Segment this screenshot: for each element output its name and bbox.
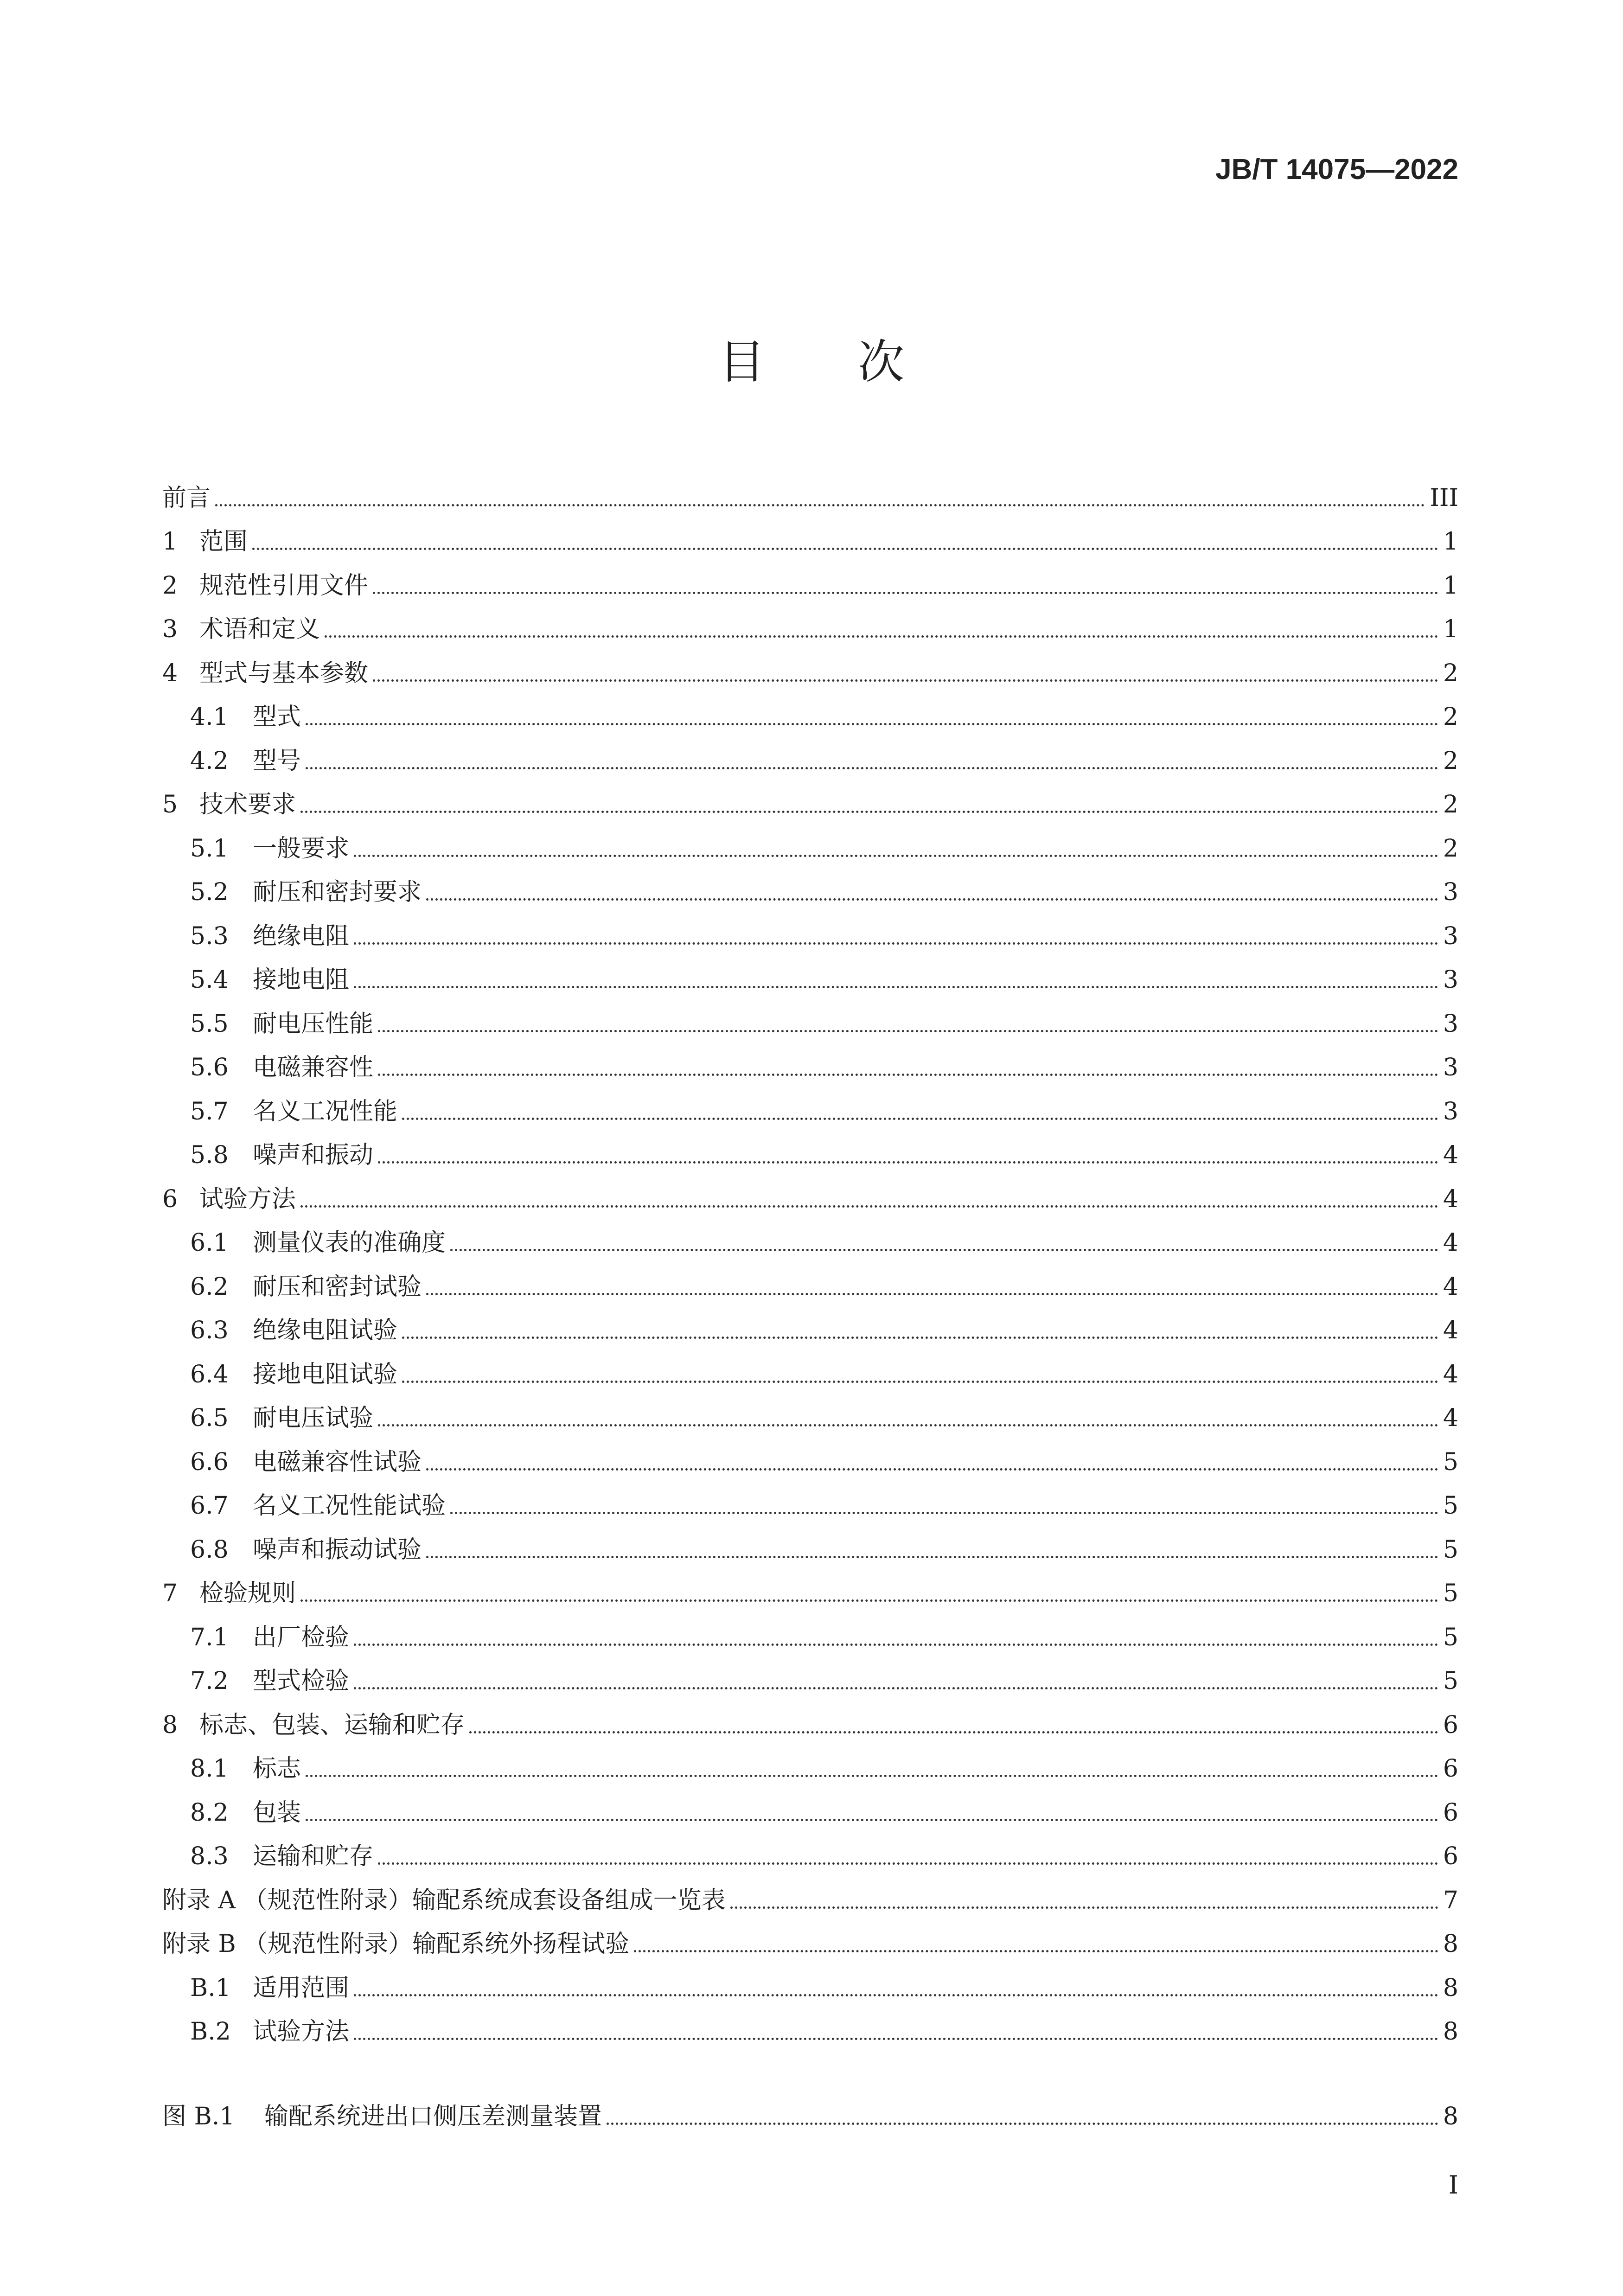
- toc-entry-page: 5: [1443, 1448, 1458, 1476]
- dot-leader: [354, 1644, 1438, 1646]
- dot-leader: [426, 1556, 1438, 1558]
- toc-entry-number: 6.1: [190, 1229, 229, 1257]
- toc-entry-page: 8: [1443, 1974, 1458, 2002]
- toc-entry[interactable]: [162, 773, 1458, 817]
- toc-entry[interactable]: [162, 641, 1458, 685]
- toc-entry-label: 标志、包装、运输和贮存: [199, 1711, 465, 1739]
- dot-leader: [634, 1950, 1438, 1952]
- dot-leader: [402, 1381, 1438, 1383]
- toc-entry[interactable]: [162, 1255, 1458, 1299]
- toc-entry-page: 6: [1443, 1755, 1458, 1783]
- toc-entry[interactable]: [162, 1080, 1458, 1124]
- toc-entry-page: 5: [1443, 1580, 1458, 1607]
- dot-leader: [378, 1074, 1438, 1076]
- toc-entry-label: 电磁兼容性: [253, 1054, 374, 1081]
- toc-entry[interactable]: [162, 1518, 1458, 1562]
- toc-entry[interactable]: [162, 1124, 1458, 1168]
- toc-entry-page: 4: [1443, 1185, 1458, 1213]
- dot-leader: [402, 1337, 1438, 1339]
- dot-leader: [325, 635, 1438, 638]
- toc-entry-number: 5.1: [190, 834, 229, 863]
- toc-entry-page: 7: [1443, 1886, 1458, 1914]
- toc-entry-label: 包装: [253, 1798, 301, 1827]
- toc-entry-number: 8.1: [190, 1755, 229, 1783]
- toc-entry-number: 1: [162, 528, 178, 556]
- toc-entry[interactable]: [162, 1605, 1458, 1650]
- dot-leader: [607, 2123, 1438, 2125]
- toc-entry-page: 8: [1443, 2102, 1458, 2130]
- toc-entry[interactable]: [162, 1737, 1458, 1781]
- toc-entry[interactable]: [162, 2085, 1458, 2129]
- toc-entry-page: 5: [1443, 1667, 1458, 1695]
- toc-entry-label: 耐压和密封试验: [253, 1273, 422, 1301]
- dot-leader: [450, 1512, 1438, 1514]
- toc-entry-number: 5.2: [190, 878, 229, 906]
- toc-entry-page: 2: [1443, 703, 1458, 731]
- toc-entry-label: 耐电压性能: [253, 1010, 374, 1038]
- toc-entry-page: 6: [1443, 1798, 1458, 1827]
- toc-entry-label: 型号: [253, 747, 301, 775]
- toc-entry[interactable]: [162, 510, 1458, 554]
- toc-entry-label: 输配系统进出口侧压差测量装置: [264, 2102, 602, 2130]
- toc-entry[interactable]: [162, 729, 1458, 773]
- dot-leader: [252, 548, 1438, 550]
- toc-entry-page: 3: [1443, 1010, 1458, 1038]
- toc-entry[interactable]: [162, 1474, 1458, 1518]
- toc-entry[interactable]: [162, 554, 1458, 598]
- dot-leader: [426, 1468, 1438, 1471]
- toc-entry-number: B.1: [190, 1974, 231, 2002]
- toc-entry-page: 2: [1443, 791, 1458, 819]
- toc-entry-label: 名义工况性能: [253, 1097, 398, 1126]
- toc-entry-number: 5.3: [190, 922, 229, 950]
- toc-entry-label: 试验方法: [199, 1185, 296, 1213]
- page-number: I: [1448, 2170, 1458, 2200]
- toc-entry-page: 3: [1443, 878, 1458, 906]
- toc-entry-label: 运输和贮存: [253, 1842, 374, 1870]
- dot-leader: [402, 1118, 1438, 1120]
- toc-entry-label: 试验方法: [253, 2018, 350, 2046]
- toc-entry-page: 4: [1443, 1404, 1458, 1432]
- toc-entry-label: 规范性引用文件: [199, 571, 369, 600]
- toc-entry-number: 6.2: [190, 1273, 229, 1301]
- dot-leader: [373, 679, 1438, 682]
- toc-entry-number: 3: [162, 615, 178, 643]
- toc-entry-label: 范围: [199, 528, 248, 556]
- toc-entry-number: 6.3: [190, 1317, 229, 1344]
- toc-entry-label: 出厂检验: [253, 1623, 350, 1651]
- toc-entry-label: 测量仪表的准确度: [253, 1229, 446, 1257]
- toc-entry-page: 3: [1443, 1097, 1458, 1126]
- toc-entry[interactable]: [162, 2000, 1458, 2044]
- toc-entry-label: 接地电阻: [253, 966, 350, 994]
- toc-entry-label: 噪声和振动试验: [253, 1535, 422, 1564]
- toc-entry[interactable]: [162, 598, 1458, 642]
- dot-leader: [215, 504, 1425, 506]
- toc-entry[interactable]: [162, 1167, 1458, 1211]
- toc-entry-number: 7.1: [190, 1623, 229, 1651]
- toc-entry-label: 前言: [162, 484, 211, 512]
- toc-entry[interactable]: [162, 948, 1458, 992]
- toc-entry[interactable]: [162, 1343, 1458, 1387]
- toc-entry-number: B.2: [190, 2018, 231, 2046]
- toc-entry[interactable]: [162, 466, 1458, 510]
- toc-entry-page: 2: [1443, 659, 1458, 687]
- toc-entry-page: 4: [1443, 1317, 1458, 1344]
- toc-entry[interactable]: [162, 1650, 1458, 1694]
- toc-entry-page: 8: [1443, 1930, 1458, 1958]
- toc-entry-page: 3: [1443, 922, 1458, 950]
- list-of-figures: [162, 2085, 1458, 2129]
- toc-entry-label: 适用范围: [253, 1974, 350, 2002]
- toc-entry-number: 5: [162, 791, 178, 819]
- toc-entry[interactable]: [162, 1211, 1458, 1255]
- toc-entry-number: 4.1: [190, 703, 229, 731]
- toc-entry-page: 4: [1443, 1141, 1458, 1169]
- toc-entry-page: 1: [1443, 528, 1458, 556]
- dot-leader: [354, 942, 1438, 945]
- toc-entry-page: 3: [1443, 1054, 1458, 1081]
- toc-entry-label: 检验规则: [199, 1580, 296, 1607]
- toc-entry-label: 耐电压试验: [253, 1404, 374, 1432]
- toc-entry-label: 噪声和振动: [253, 1141, 374, 1169]
- toc-entry-label: 附录 A （规范性附录）输配系统成套设备组成一览表: [162, 1886, 726, 1914]
- toc-entry[interactable]: [162, 685, 1458, 729]
- toc-entry-page: 2: [1443, 747, 1458, 775]
- toc-entry-label: 耐压和密封要求: [253, 878, 422, 906]
- toc-entry-page: III: [1430, 484, 1458, 512]
- toc-entry-number: 6.7: [190, 1492, 229, 1520]
- toc-entry-number: 5.6: [190, 1054, 229, 1081]
- toc-entry[interactable]: [162, 1430, 1458, 1474]
- dot-leader: [426, 898, 1438, 901]
- dot-leader: [373, 592, 1438, 594]
- toc-entry[interactable]: [162, 817, 1458, 861]
- toc-entry-number: 8.2: [190, 1798, 229, 1827]
- toc-entry[interactable]: [162, 1562, 1458, 1606]
- toc-entry[interactable]: [162, 1387, 1458, 1431]
- dot-leader: [306, 767, 1438, 769]
- dot-leader: [306, 1819, 1438, 1821]
- dot-leader: [378, 1862, 1438, 1865]
- dot-leader: [426, 1293, 1438, 1295]
- toc-entry[interactable]: [162, 1036, 1458, 1080]
- toc-entry-number: 2: [162, 571, 178, 600]
- toc-entry[interactable]: [162, 1868, 1458, 1912]
- dot-leader: [354, 1994, 1438, 1996]
- toc-entry-number: 4.2: [190, 747, 229, 775]
- dot-leader: [354, 2038, 1438, 2040]
- toc-entry-number: 6.5: [190, 1404, 229, 1432]
- dot-leader: [354, 855, 1438, 857]
- toc-entry-number: 图 B.1: [162, 2102, 235, 2130]
- toc-entry-number: 7.2: [190, 1667, 229, 1695]
- toc-entry-label: 标志: [253, 1755, 301, 1783]
- dot-leader: [450, 1249, 1438, 1251]
- toc-entry-page: 6: [1443, 1711, 1458, 1739]
- dot-leader: [354, 1687, 1438, 1689]
- toc-entry-number: 6.8: [190, 1535, 229, 1564]
- toc-entry-number: 5.7: [190, 1097, 229, 1126]
- toc-entry[interactable]: [162, 992, 1458, 1036]
- toc-entry-page: 3: [1443, 966, 1458, 994]
- toc-entry[interactable]: [162, 1693, 1458, 1737]
- toc-entry-label: 名义工况性能试验: [253, 1492, 446, 1520]
- toc-entry-page: 5: [1443, 1535, 1458, 1564]
- dot-leader: [306, 723, 1438, 725]
- toc-entry-number: 5.8: [190, 1141, 229, 1169]
- table-of-contents: [162, 466, 1458, 2044]
- toc-entry[interactable]: [162, 1299, 1458, 1343]
- toc-entry-label: 技术要求: [199, 791, 296, 819]
- standard-code: JB/T 14075—2022: [1215, 153, 1458, 185]
- toc-entry-number: 8: [162, 1711, 178, 1739]
- toc-entry-label: 接地电阻试验: [253, 1360, 398, 1388]
- dot-leader: [306, 1775, 1438, 1777]
- toc-entry-page: 5: [1443, 1492, 1458, 1520]
- toc-entry-label: 术语和定义: [199, 615, 320, 643]
- dot-leader: [300, 811, 1438, 813]
- toc-entry-label: 电磁兼容性试验: [253, 1448, 422, 1476]
- toc-entry[interactable]: [162, 1825, 1458, 1869]
- toc-entry-number: 5.5: [190, 1010, 229, 1038]
- toc-entry[interactable]: [162, 904, 1458, 948]
- toc-entry-number: 5.4: [190, 966, 229, 994]
- toc-entry-page: 6: [1443, 1842, 1458, 1870]
- toc-entry-number: 6.4: [190, 1360, 229, 1388]
- toc-entry[interactable]: [162, 861, 1458, 905]
- dot-leader: [354, 986, 1438, 988]
- toc-entry-label: 型式检验: [253, 1667, 350, 1695]
- dot-leader: [378, 1030, 1438, 1032]
- toc-entry-page: 2: [1443, 834, 1458, 863]
- toc-entry-page: 4: [1443, 1229, 1458, 1257]
- dot-leader: [730, 1906, 1438, 1909]
- toc-entry-label: 型式: [253, 703, 301, 731]
- dot-leader: [378, 1424, 1438, 1426]
- toc-entry-page: 1: [1443, 571, 1458, 600]
- toc-entry-label: 绝缘电阻: [253, 922, 350, 950]
- page-title: 目次: [719, 335, 997, 389]
- toc-entry-page: 5: [1443, 1623, 1458, 1651]
- toc-entry-page: 4: [1443, 1360, 1458, 1388]
- toc-entry-page: 1: [1443, 615, 1458, 643]
- toc-entry-page: 4: [1443, 1273, 1458, 1301]
- dot-leader: [300, 1205, 1438, 1208]
- toc-entry-number: 6.6: [190, 1448, 229, 1476]
- toc-entry-label: 一般要求: [253, 834, 350, 863]
- toc-entry[interactable]: [162, 1956, 1458, 2000]
- toc-entry-label: 型式与基本参数: [199, 659, 369, 687]
- dot-leader: [378, 1161, 1438, 1164]
- toc-entry[interactable]: [162, 1912, 1458, 1957]
- toc-entry[interactable]: [162, 1781, 1458, 1825]
- dot-leader: [300, 1599, 1438, 1602]
- dot-leader: [469, 1731, 1438, 1733]
- toc-entry-number: 6: [162, 1185, 178, 1213]
- toc-entry-number: 4: [162, 659, 178, 687]
- toc-entry-page: 8: [1443, 2018, 1458, 2046]
- toc-entry-number: 8.3: [190, 1842, 229, 1870]
- toc-entry-number: 7: [162, 1580, 178, 1607]
- toc-entry-label: 附录 B （规范性附录）输配系统外扬程试验: [162, 1930, 630, 1958]
- toc-entry-label: 绝缘电阻试验: [253, 1317, 398, 1344]
